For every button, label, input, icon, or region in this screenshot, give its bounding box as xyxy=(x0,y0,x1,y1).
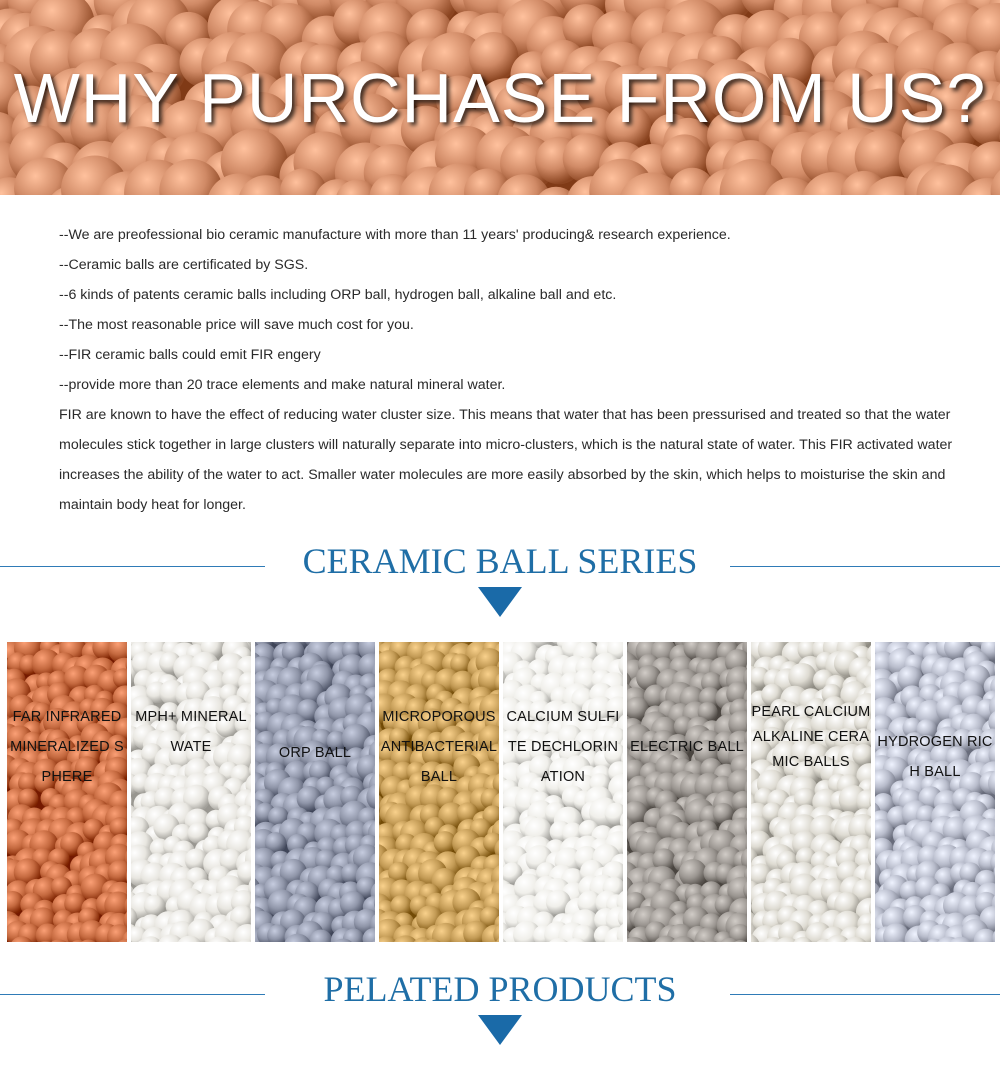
chevron-down-icon xyxy=(478,1015,522,1045)
ball-texture xyxy=(503,642,623,942)
product-label: ELECTRIC BALL xyxy=(630,739,744,755)
product-label: HYDROGEN RICH BALL xyxy=(877,734,993,780)
intro-line: --The most reasonable price will save much cost for you. xyxy=(59,317,414,333)
ball-texture xyxy=(627,642,747,942)
product-card-far-infrared[interactable] xyxy=(7,642,127,942)
product-card-calcium-sulfite[interactable] xyxy=(503,642,623,942)
hero-banner xyxy=(0,0,1000,195)
ball-texture xyxy=(379,642,499,942)
product-card-electric-ball[interactable] xyxy=(627,642,747,942)
product-label: MPH+ MINERAL WATE xyxy=(135,709,247,755)
related-products-section xyxy=(0,969,1000,1050)
product-label: FAR INFRARED MINERALIZED SPHERE xyxy=(10,709,124,785)
ceramic-ball-series-section xyxy=(0,541,1000,622)
intro-line: --provide more than 20 trace elements and make natural mineral water. xyxy=(59,377,506,393)
product-label: CALCIUM SULFITE DECHLORINATION xyxy=(506,709,620,785)
ball-texture xyxy=(7,642,127,942)
ball-texture xyxy=(255,642,375,942)
hero-title: WHY PURCHASE FROM US? xyxy=(13,59,987,137)
product-card-pearl-calcium[interactable] xyxy=(751,642,871,942)
product-label: PEARL CALCIUM ALKALINE CERAMIC BALLS xyxy=(751,704,871,770)
product-gallery xyxy=(7,642,993,942)
related-heading: PELATED PRODUCTS xyxy=(323,969,677,1009)
intro-line: --We are preofessional bio ceramic manufacture with more than 11 years' producing& research experience. xyxy=(59,227,731,243)
intro-line: --FIR ceramic balls could emit FIR engery xyxy=(59,347,321,363)
product-card-orp-ball[interactable] xyxy=(255,642,375,942)
product-label: MICROPOROUS ANTIBACTERIAL BALL xyxy=(380,709,498,785)
chevron-down-icon xyxy=(478,587,522,617)
series-heading: CERAMIC BALL SERIES xyxy=(302,541,698,581)
product-card-mph-mineral[interactable] xyxy=(131,642,251,942)
intro-paragraph: FIR are known to have the effect of reducing water cluster size. This means that water that has been pressurised and treated so that the water molecules stick together in large clusters will naturally separate into micro-clusters, which is the natural state of water. This FIR activated water increases the ability of the water to act. Smaller water molecules are more easily absorbed by the skin, which helps to moisturise the skin and maintain body heat for longer. xyxy=(59,407,953,513)
product-card-microporous[interactable] xyxy=(379,642,499,942)
ball-texture xyxy=(875,642,995,942)
intro-line: --6 kinds of patents ceramic balls including ORP ball, hydrogen ball, alkaline ball and etc. xyxy=(59,287,617,303)
intro-text xyxy=(59,220,969,520)
ball-texture xyxy=(751,642,871,942)
intro-line: --Ceramic balls are certificated by SGS. xyxy=(59,257,309,273)
product-label: ORP BALL xyxy=(278,745,352,761)
product-card-hydrogen-rich[interactable] xyxy=(875,642,995,942)
ball-texture xyxy=(131,642,251,942)
